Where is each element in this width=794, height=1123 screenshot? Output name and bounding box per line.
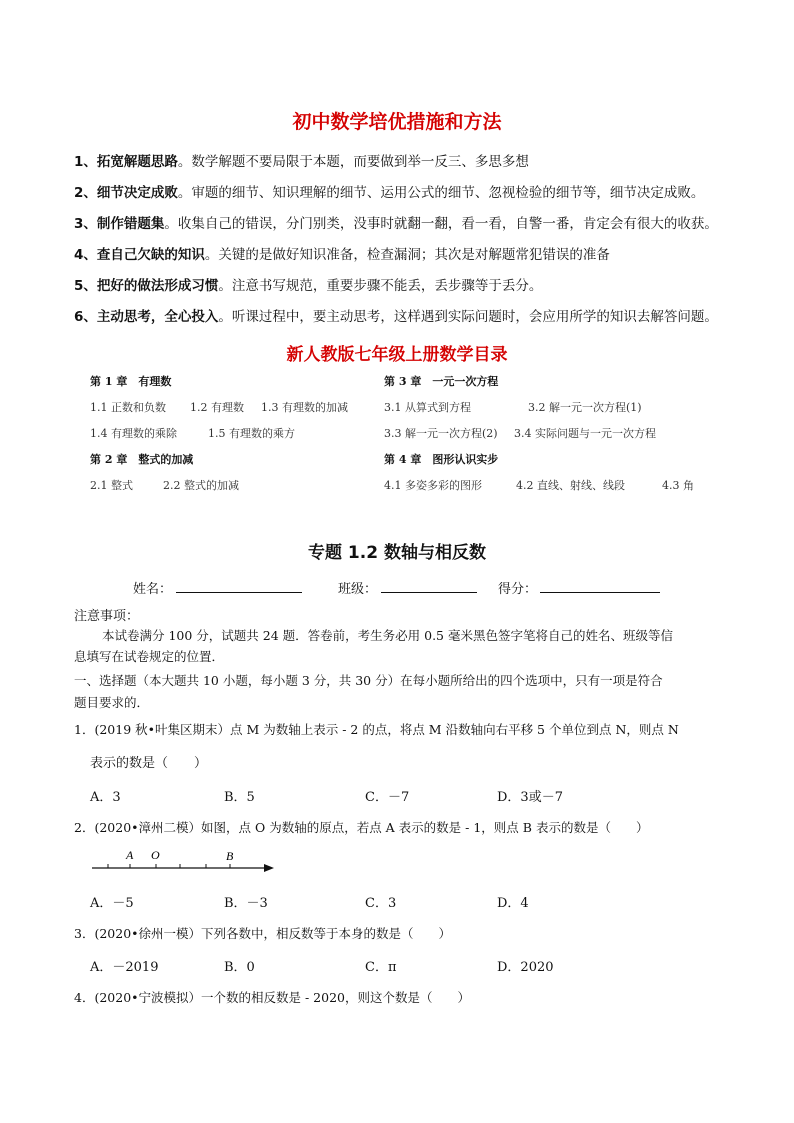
tip-item-3 bbox=[74, 212, 718, 232]
tip-heading: 主动思考，全心投入 bbox=[96, 309, 219, 325]
tip-item-5 bbox=[74, 274, 542, 294]
toc-chapter-2: 第 2 章 整式的加减 bbox=[90, 453, 194, 466]
question-3-text: 3．(2020•徐州一模）下列各数中，相反数等于本身的数是（ ） bbox=[74, 926, 452, 941]
tip-heading: 细节决定成败 bbox=[96, 185, 178, 201]
tip-item-1 bbox=[74, 150, 529, 170]
toc-entry: 4.3 角 bbox=[662, 479, 694, 492]
tip-text: 。注意书写规范，重要步骤不能丢，丢步骤等于丢分。 bbox=[218, 278, 543, 294]
tip-number: 3、 bbox=[74, 216, 97, 232]
score-field-label: 得分： bbox=[498, 582, 538, 597]
name-field-label: 姓名： bbox=[133, 582, 173, 597]
toc-chapter-3: 第 3 章 一元一次方程 bbox=[384, 375, 499, 388]
q2-option-a[interactable]: A．－5 bbox=[90, 896, 134, 911]
name-field-blank[interactable] bbox=[176, 578, 302, 593]
notice-text-line-2: 息填写在试卷规定的位置． bbox=[74, 649, 225, 664]
notice-text-line-1: 本试卷满分 100 分，试题共 24 题．答卷前，考生务必用 0.5 毫米黑色签字笔将自己的姓名、班级等信 bbox=[102, 628, 673, 643]
toc-chapter-1: 第 1 章 有理数 bbox=[90, 375, 172, 388]
toc-entry: 4.2 直线、射线、线段 bbox=[516, 479, 625, 492]
tip-number: 2、 bbox=[74, 185, 97, 201]
class-field-blank[interactable] bbox=[381, 578, 477, 593]
tip-text: 。关键的是做好知识准备，检查漏洞；其次是对解题常犯错误的准备 bbox=[204, 247, 610, 263]
q3-option-b[interactable]: B．0 bbox=[224, 960, 255, 975]
q2-option-d[interactable]: D．4 bbox=[497, 896, 529, 911]
tip-item-6 bbox=[74, 305, 718, 325]
q1-option-a[interactable]: A．3 bbox=[90, 790, 121, 805]
toc-entry: 3.3 解一元一次方程(2) bbox=[384, 427, 498, 440]
toc-entry: 4.1 多姿多彩的图形 bbox=[384, 479, 482, 492]
question-2-text: 2．(2020•漳州二模）如图，点 O 为数轴的原点，若点 A 表示的数是 - 1，则点 B 表示的数是（ ） bbox=[74, 820, 649, 835]
q1-option-c[interactable]: C．－7 bbox=[365, 790, 410, 805]
tip-heading: 查自己欠缺的知识 bbox=[96, 247, 205, 263]
tip-text: 。收集自己的错误，分门别类，没事时就翻一翻，看一看，自警一番，肯定会有很大的收获。 bbox=[164, 216, 718, 232]
toc-entry: 3.4 实际问题与一元一次方程 bbox=[514, 427, 656, 440]
point-a-label: A bbox=[126, 848, 134, 862]
tip-item-2 bbox=[74, 181, 704, 201]
tip-item-4 bbox=[74, 243, 610, 263]
toc-entry: 2.2 整式的加减 bbox=[163, 479, 239, 492]
toc-entry: 1.1 正数和负数 bbox=[90, 401, 166, 414]
toc-entry: 1.2 有理数 bbox=[190, 401, 244, 414]
point-b-label: B bbox=[226, 849, 234, 863]
class-field-label: 班级： bbox=[338, 582, 378, 597]
q3-option-d[interactable]: D．2020 bbox=[497, 960, 554, 975]
tip-text: 。数学解题不要局限于本题，而要做到举一反三、多思多想 bbox=[177, 154, 529, 170]
tips-title: 初中数学培优措施和方法 bbox=[292, 111, 502, 133]
toc-title: 新人教版七年级上册数学目录 bbox=[286, 345, 508, 365]
tip-heading: 拓宽解题思路 bbox=[96, 154, 178, 170]
tip-heading: 把好的做法形成习惯 bbox=[96, 278, 219, 294]
q1-option-d[interactable]: D．3或－7 bbox=[497, 790, 563, 805]
section-1-instructions: 一、选择题（本大题共 10 小题，每小题 3 分，共 30 分）在每小题所给出的四个选项中，只有一项是符合 bbox=[74, 673, 663, 688]
tip-number: 5、 bbox=[74, 278, 97, 294]
exam-title: 专题 1.2 数轴与相反数 bbox=[308, 543, 486, 563]
tip-number: 1、 bbox=[74, 154, 97, 170]
section-1-instructions-cont: 题目要求的． bbox=[74, 695, 150, 710]
q3-option-c[interactable]: C．π bbox=[365, 960, 397, 975]
toc-entry: 3.1 从算式到方程 bbox=[384, 401, 471, 414]
q2-option-c[interactable]: C．3 bbox=[365, 896, 397, 911]
question-4-text: 4．(2020•宁波模拟）一个数的相反数是 - 2020，则这个数是（ ） bbox=[74, 990, 470, 1005]
toc-entry: 2.1 整式 bbox=[90, 479, 133, 492]
tip-number: 4、 bbox=[74, 247, 97, 263]
number-line-figure bbox=[88, 846, 278, 878]
number-line-arrow bbox=[264, 864, 274, 872]
toc-chapter-4: 第 4 章 图形认识实步 bbox=[384, 453, 499, 466]
score-field-blank[interactable] bbox=[540, 578, 660, 593]
tip-text: 。审题的细节、知识理解的细节、运用公式的细节、忽视检验的细节等，细节决定成败。 bbox=[177, 185, 705, 201]
q3-option-a[interactable]: A．－2019 bbox=[90, 960, 159, 975]
point-o-label: O bbox=[151, 848, 160, 862]
tip-text: 。听课过程中，要主动思考，这样遇到实际问题时，会应用所学的知识去解答问题。 bbox=[218, 309, 718, 325]
q2-option-b[interactable]: B．－3 bbox=[224, 896, 268, 911]
tip-heading: 制作错题集 bbox=[96, 216, 165, 232]
question-1-text: 1．(2019 秋•叶集区期末）点 M 为数轴上表示 - 2 的点，将点 M 沿数轴向右平移 5 个单位到点 N，则点 N bbox=[74, 722, 679, 737]
q1-option-b[interactable]: B．5 bbox=[224, 790, 255, 805]
toc-entry: 1.3 有理数的加减 bbox=[261, 401, 348, 414]
toc-entry: 3.2 解一元一次方程(1) bbox=[528, 401, 642, 414]
toc-entry: 1.5 有理数的乘方 bbox=[208, 427, 295, 440]
notice-heading: 注意事项： bbox=[74, 609, 140, 624]
question-1-text-cont: 表示的数是（ ） bbox=[90, 756, 208, 771]
tip-number: 6、 bbox=[74, 309, 97, 325]
toc-entry: 1.4 有理数的乘除 bbox=[90, 427, 177, 440]
